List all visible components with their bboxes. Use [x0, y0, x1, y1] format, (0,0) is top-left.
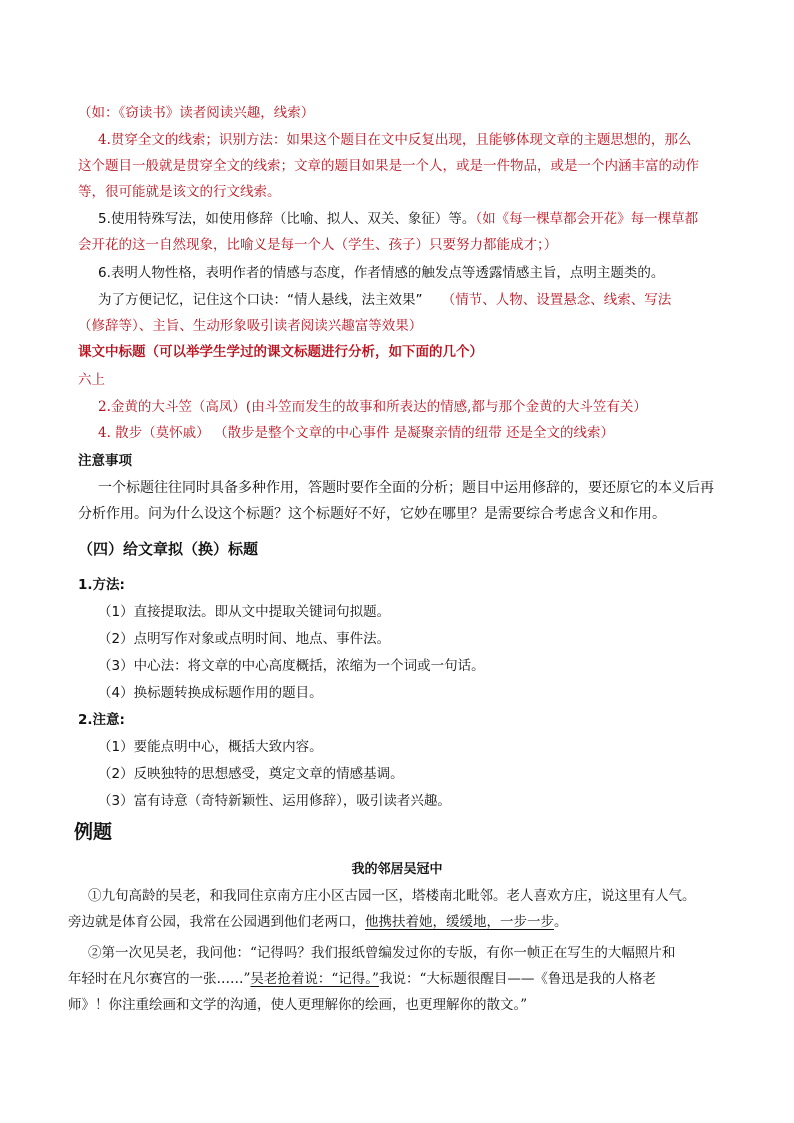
attention-1: （1）要能点明中心，概括大致内容。: [98, 739, 323, 755]
mnemonic-line1: [98, 291, 671, 309]
article-title: 我的邻居吴冠中: [351, 862, 443, 877]
section4-title: （四）给文章拟（换）标题: [78, 540, 259, 558]
example-note: （如：《窃读书》读者阅读兴趣，线索）: [78, 105, 315, 121]
method-4: （4）换标题转换成标题作用的题目。: [98, 685, 323, 701]
item5-main: 5.使用特殊写法，如使用修辞（比喻、拟人、双关、象征）等。: [98, 211, 476, 227]
p1-line2-pre: 旁边就是体育公园，我常在公园遇到他们老两口，: [68, 914, 365, 930]
item5-line1: [98, 210, 698, 228]
p2-underlined-phrase: 吴老抢着说：“记得。”: [250, 971, 379, 987]
item6: 6.表明人物性格，表明作者的情感与态度，作者情感的触发点等透露情感主旨，点明主题类的。: [98, 265, 665, 281]
item4-line2: 这个题目一般就是贯穿全文的线索；文章的题目如果是一个人，或是一件物品，或是一个内涵丰富的动作: [78, 158, 699, 174]
p2-line2-post: 我说：“大标题很醒目——《鲁迅是我的人格老: [378, 971, 656, 987]
notes-line2: 分析作用。问为什么设这个标题？这个标题好不好，它妙在哪里？是需要综合考虑含义和作用。: [78, 506, 666, 522]
p2-line2-pre: 年轻时在凡尔赛宫的一张……”: [68, 971, 251, 987]
textbook-heading: 课文中标题（可以举学生学过的课文标题进行分析，如下面的几个）: [78, 344, 483, 360]
example-heading: 例题: [74, 821, 113, 843]
attention-3: （3）富有诗意（奇特新颖性、运用修辞），吸引读者兴趣。: [98, 793, 451, 809]
grade-label: 六上: [78, 372, 105, 388]
mnemonic-note: （情节、人物、设置悬念、线索、写法: [448, 292, 672, 308]
article-p1-line2: [68, 913, 568, 931]
item4-line3: 等，很可能就是该文的行文线索。: [78, 184, 281, 200]
item5-line2: 会开花的这一自然现象，比喻义是每一个人（学生、孩子）只要努力都能成才；）: [78, 237, 558, 253]
methods-heading: 1.方法:: [78, 577, 125, 593]
method-2: （2）点明写作对象或点明时间、地点、事件法。: [98, 631, 391, 647]
notes-line1: 一个标题往往同时具备多种作用，答题时要作全面的分析；题目中运用修辞的，要还原它的本义后再: [98, 480, 714, 496]
item5-note: （如《每一棵草都会开花》每一棵草都: [475, 211, 699, 227]
method-1: （1）直接提取法。即从文中提取关键词句拟题。: [98, 604, 391, 620]
article-p2-line2: [68, 970, 656, 988]
item4-line1: 4.贯穿全文的线索；识别方法：如果这个题目在文中反复出现，且能够体现文章的主题思想的，那么: [98, 132, 692, 148]
attention-heading: 2.注意:: [78, 712, 125, 728]
p1-line2-post: 。: [554, 914, 568, 930]
article-p2-line1: ②第一次见吴老，我问他：“记得吗？我们报纸曾编发过你的专版，有你一帧正在写生的大幅照片和: [88, 945, 676, 961]
method-3: （3）中心法：将文章的中心高度概括，浓缩为一个词或一句话。: [98, 658, 485, 674]
example-item-2: 2.金黄的大斗笠（高凤）(由斗笠而发生的故事和所表达的情感,都与那个金黄的大斗笠有关）: [98, 399, 647, 415]
article-p1-line1: ①九旬高龄的吴老，和我同住京南方庄小区古园一区，塔楼南北毗邻。老人喜欢方庄，说这里有人气。: [88, 888, 696, 904]
mnemonic-line2: （修辞等）、主旨、生动形象吸引读者阅读兴趣富等效果）: [78, 318, 423, 334]
example-item-4: 4. 散步（莫怀戚） （散步是整个文章的中心事件 是凝聚亲情的纽带 还是全文的线索）: [98, 425, 615, 441]
mnemonic-main: 为了方便记忆，记住这个口诀：“情人悬线，法主效果”: [98, 292, 423, 308]
notes-heading: 注意事项: [78, 453, 132, 469]
article-p2-line3: 师》！你注重绘画和文学的沟通，使人更理解你的绘画，也更理解你的散文。”: [68, 997, 528, 1013]
p1-underlined-phrase: 他携扶着她，缓缓地，一步一步: [365, 914, 554, 930]
attention-2: （2）反映独特的思想感受，奠定文章的情感基调。: [98, 766, 404, 782]
